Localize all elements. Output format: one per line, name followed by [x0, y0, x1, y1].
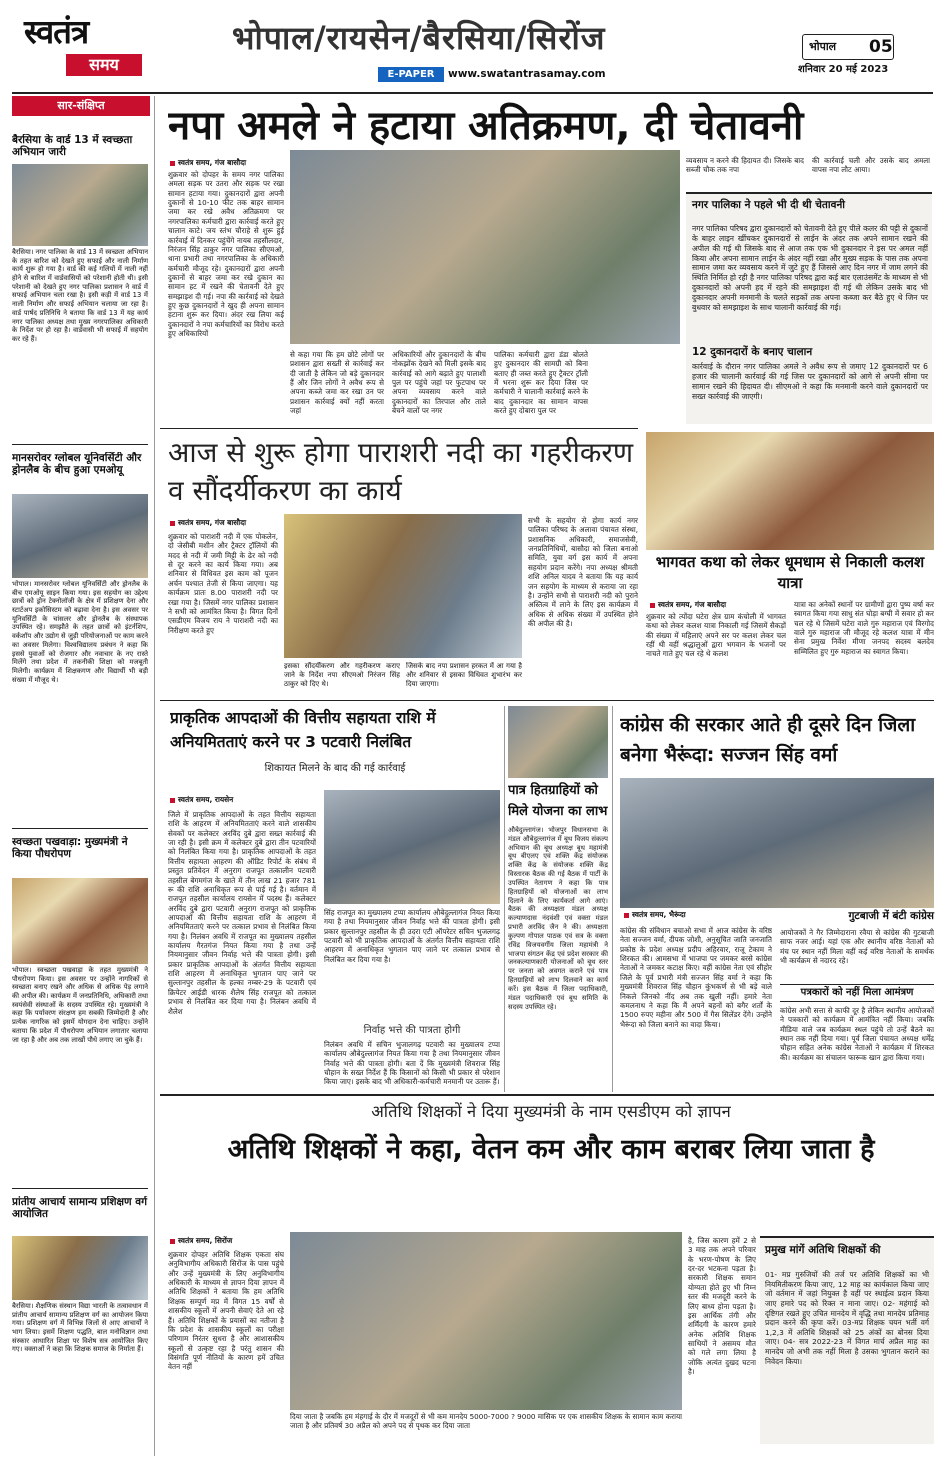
sidebar-headline-4: प्रांतीय आचार्य सामान्य प्रशिक्षण वर्ग आयोजित: [12, 1196, 148, 1221]
edition-cities: भोपाल/रायसेन/बैरसिया/सिरोंज: [232, 19, 606, 57]
story6-photo: [620, 778, 934, 908]
story6-headline: कांग्रेस की सरकार आते ही दूसरे दिन जिला बनेगा भैरूंदा: सज्जन सिंह वर्मा: [620, 714, 916, 766]
sidebar-rule-1: [12, 444, 148, 445]
lead-box-head: नगर पालिका ने पहले भी दी थी चेतावनी: [692, 199, 845, 211]
story6-col-1: कांग्रेस की संविधान बचाओ सभा में आज कांग्रेस के वरिष्ठ नेता सज्जन वर्मा, दीपक जोशी, अनुसूचित जाति जनजाति प्रकोष्ठ के प्रदेश अध्यक्ष प्रदीप अहिरवार, राजू टेकाम ने शिरकत की। आमसभा में भाजपा पर जमकर बरसे कांग्रेस नेताओं ने जमकर कटाक्ष किए। वहीं कांग्रेस नेता एवं सीहोर जिले के पूर्व प्रभारी मंत्री सज्जन सिंह वर्मा ने कहा कि मुख्यमंत्री शिवराज सिंह चौहान कुंभकर्ण से भी बड़े वाले निकले जिनको नींद अब तक खुली नहीं। हमारे नेता कमलनाथ ने कहा कि मैं अपने बहनों को बगैर शर्तों के 1500 रुपए महीना और 500 में गैस सिलेंडर देंगे। उन्होंने भैरूंदा को जिला बनाने का वादा किया।: [620, 926, 772, 1029]
mid-rule: [160, 700, 934, 701]
story4-portrait: [324, 790, 500, 904]
logo-bottom: समय: [66, 54, 142, 76]
story3-col-1: शुक्रवार को त्योंदा घटेरा क्षेत्र ग्राम कंचोली में भागवत कथा को लेकर कलश यात्रा निकाली गई जिसमें सैकड़ों की संख्या में महिलाएं अपने सर पर कलश लेकर चल रहीं थी वहीं श्रद्धालुओं द्वारा भगवान के भजनों पर नाचते गाते हुए चल रहे थे कलश: [646, 612, 786, 659]
story5-headline: पात्र हितग्राहियों को मिले योजना का लाभ: [508, 783, 608, 819]
lead-byline: स्वतंत्र समय, गंज बासौदा: [170, 158, 290, 167]
logo: [24, 14, 154, 76]
story2-col-1: शुक्रवार को पाराशरी नदी में एक पोकलेन, दो जेसीबी मशीन और ट्रैक्टर ट्रॉलियों की मदद से नदी में जमी मिट्टी के ढेर को नदी से दूर करने का कार्य किया गया। अब शनिवार से विधिवत इस काम को पूजन अर्चन पश्चात तेजी से किया जाएगा। यह कार्यक्रम प्रातः 8.00 पाराशरी नदी पर रखा गया है। जिसमें नगर पालिका प्रशासन ने सभी को आमंत्रित किया है। विगत दिनों एसडीएम विजय राय ने पाराशरी नदी का निरीक्षण करते हुए: [168, 532, 278, 635]
story7-col-2: है, जिस कारण हमें 2 से 3 माह तक अपने परिवार के भरण-पोषण के लिए दर-दर भटकना पड़ता है। सरकारी शिक्षक समान योग्यता होते हुए भी निम्न स्तर की मजदूरी करने के लिए बाध्य होना पड़ता है। इस आर्थिक तंगी और शर्मिंदगी के कारण हमारे अनेक अतिथि शिक्षक साथियों ने असमय मौत को गले लगा लिया है जोकि अत्यंत दुखद घटना है।: [688, 1236, 756, 1377]
story5-divider: [612, 706, 613, 1092]
story3-photo: [646, 432, 934, 550]
sidebar: [12, 96, 150, 1456]
story6-photo-label: गुटबाजी में बंटी कांग्रेस: [848, 910, 934, 922]
story3-byline: स्वतंत्र समय, गंज बासौदा: [650, 600, 770, 609]
story2-caption-2: जिसके बाद नपा प्रशासन हरकत में आ गया है और शनिवार से इसका विधिवत शुभारंभ कर दिया जाएगा।: [406, 662, 522, 688]
story6-col-3: कांग्रेस अभी सत्ता से काफी दूर है लेकिन स्थानीय आयोजकों ने पत्रकारों को कार्यक्रम में आमंत्रित नहीं किया। जबकि मीडिया वाले जब कार्यक्रम स्थल पहुंचे तो उन्हें बैठने का स्थान तक नहीं दिया गया। पूर्व जिला पंचायत अध्यक्ष धर्मेंद्र चौहान सहित अनेक कांग्रेस नेताओं ने कार्यक्रम में शिरकत की। कार्यक्रम का संचालन फारूक खान द्वारा किया गया।: [780, 1006, 934, 1062]
lead-col-4: पालिका कर्मचारी द्वारा डंडा बोलते हुए दुकानदार की सामग्री को बिना बताए ही जब्त करते हुए ट्रैक्टर ट्रॉली में भरना शुरू कर दिया जिस पर कर्मचारी ने चालानी कार्रवाई करने के बाद दुकानदार का सामान वापस करते हुए दोबारा पुल पर: [494, 350, 588, 416]
sidebar-rule-3: [12, 1188, 148, 1189]
lower-rule: [160, 1094, 934, 1096]
story7-caption: दिया जाता है जबकि हम मंहगाई के दौर में मजदूरों से भी कम मानदेय 5000-7000 ? 9000 मासिक पर एक शासकीय शिक्षक के सामान काम कराया जाता है और प्रतिवर्ष 30 अप्रैल को अपने पद से पृथक कर दिया जाता: [290, 1412, 682, 1431]
story6-box-head: पत्रकारों को नहीं मिला आमंत्रण: [780, 984, 934, 1002]
page-number: 05: [869, 37, 893, 57]
sidebar-text-3: भोपाल। स्वच्छता पखवाड़ा के तहत मुख्यमंत्री ने पौधरोपण किया। इस अवसर पर उन्होंने नागरिकों से स्वच्छता बनाए रखने और अधिक से अधिक पेड़ लगाने की अपील की। कार्यक्रम में जनप्रतिनिधि, अधिकारी तथा स्वयंसेवी संस्थाओं के सदस्य उपस्थित रहे। मुख्यमंत्री ने कहा कि पर्यावरण संरक्षण हम सबकी जिम्मेदारी है और प्रत्येक नागरिक को इसमें योगदान देना चाहिए। उन्होंने बताया कि प्रदेश में पौधरोपण अभियान लगातार चलाया जा रहा है और अब तक लाखों पौधे लगाए जा चुके हैं।: [12, 966, 148, 1044]
lead-headline: नपा अमले ने हटाया अतिक्रमण, दी चेतावनी: [168, 103, 804, 149]
story7-headline: अतिथि शिक्षकों ने कहा, वेतन कम और काम बराबर लिया जाता है: [227, 1134, 875, 1165]
story5-text: औबेदुल्लागंज। भोजपुर विधानसभा के मंडल औबेदुल्लागंज में बूथ विजय संकल्प अभियान की बूथ अध्यक्ष बूथ महामंत्री बूथ बीएलए एवं शक्ति केंद्र संयोजक शक्ति केंद्र के संयोजक शक्ति केंद्र विस्तारक बैठक की गई बैठक में पार्टी के उपस्थित नेतागण ने कहा कि पात्र हितग्राहियों को योजनाओं का लाभ दिलाने के लिए कार्यकर्ता आगे आएं। बैठक की अध्यक्षता मंडल अध्यक्ष कल्याणदास नंदवंशी एवं वक्ता मंडल प्रभारी अरविंद जैन ने की। अध्यक्षता कुल्पण गोपाल पाठक एवं सत्र के वक्ता रविंद्र विजयवर्गीय जिला महामंत्री ने भाजपा संगठन केंद्र एवं प्रदेश सरकार की जनकल्याणकारी योजनाओं को बूथ स्तर पर जनता को अवगत कराने एवं पात्र हितग्राहियों को लाभ दिलवाने का कार्य करें। इस बैठक में जिला पदाधिकारी, मंडल पदाधिकारी एवं बूथ समिति के सदस्य उपस्थित रहे।: [508, 826, 608, 1011]
story7-box-head: प्रमुख मांगें अतिथि शिक्षकों की: [765, 1244, 881, 1256]
story6-col-2: आयोजकों ने गैर जिम्मेदाराना रवैया से कांग्रेस की गुटबाजी साफ नजर आई। यहां एक और स्थानीय वरिष्ठ नेताओं को मंच पर स्थान नहीं मिला वहीं कई वरिष्ठ नेताओं के समर्थक भी कार्यक्रम से नदारद रहे।: [780, 928, 934, 966]
story4-byline: स्वतंत्र समय, रायसेन: [170, 795, 290, 804]
story4-divider: [504, 706, 505, 1092]
story3-headline: भागवत कथा को लेकर धूमधाम से निकाली कलश यात्रा: [655, 553, 925, 592]
edition-name: भोपाल: [809, 40, 837, 53]
story7-kicker: अतिथि शिक्षकों ने दिया मुख्यमंत्री के नाम एसडीएम को ज्ञापन: [371, 1102, 731, 1121]
lead-col-6: की कार्रवाई चली और उसके बाद अमला वापस नपा लौट आया।: [812, 156, 930, 175]
story2-headline: आज से शुरू होगा पाराशरी नदी का गहरीकरण व सौंदर्यीकरण का कार्य: [168, 436, 634, 507]
lead-photo: [290, 150, 680, 344]
logo-top: स्वतंत्र: [24, 12, 89, 51]
sidebar-text-2: भोपाल। मानसरोवर ग्लोबल यूनिवर्सिटी और ड्रोनलैब के बीच एमओयू साइन किया गया। इस सहयोग का उद्देश्य छात्रों को ड्रोन टेक्नोलॉजी के क्षेत्र में प्रशिक्षण देना और स्टार्टअप इकोसिस्टम को बढ़ावा देना है। इस अवसर पर यूनिवर्सिटी के चांसलर और ड्रोनलैब के संस्थापक उपस्थित रहे। समझौते के तहत छात्रों को इंटर्नशिप, वर्कशॉप और उद्योग से जुड़ी परियोजनाओं पर काम करने का अवसर मिलेगा। विश्वविद्यालय प्रबंधन ने कहा कि इससे युवाओं को रोजगार और नवाचार के नए रास्ते मिलेंगे तथा प्रदेश में तकनीकी शिक्षा को मजबूती मिलेगी। कार्यक्रम में शिक्षकगण और विद्यार्थी भी बड़ी संख्या में मौजूद थे।: [12, 580, 148, 684]
story2-caption-1: इसका सौंदर्यीकरण और गहरीकरण कराए जाने के निर्देश नपा सीएमओ निरंजन सिंह ठाकुर को दिए थे।: [284, 662, 400, 688]
epaper-label: E-PAPER: [378, 67, 444, 82]
sidebar-headline-2: मानसरोवर ग्लोबल यूनिवर्सिटी और ड्रोनलैब के बीच हुआ एमओयू: [12, 452, 142, 477]
story2-byline: स्वतंत्र समय, गंज बासौदा: [170, 518, 290, 527]
story7-col-1: शुक्रवार दोपहर अतिथि शिक्षक एकता संघ अनुविभागीय अधिकारी सिरोंज के पास पहुंचे और उन्हें मुख्यमंत्री के लिए अनुविभागीय अधिकारी के माध्यम से ज्ञापन दिया ज्ञापन में अतिथि शिक्षकों ने बताया कि हम अतिथि शिक्षक सम्पूर्ण मप्र में विगत 15 वर्षों से शासकीय स्कूलों में अपनी सेवाएं देते आ रहे हैं। अतिथि शिक्षकों के प्रयासों का नतीजा है कि प्रदेश के शासकीय स्कूलों का परीक्षा परिणाम निरंतर सुधरा है और आशासकीय स्कूलों से उत्कृष्ट रहा है परंतु शासन की विसंगति पूर्ण नीतियों के कारण हमें उचित वेतन नहीं: [168, 1250, 284, 1372]
masthead-rule: [12, 92, 933, 94]
sidebar-title: सार-संक्षिप्त: [12, 96, 150, 116]
story2-col-3: सभी के सहयोग से होगा कार्य नगर पालिका परिषद के अलावा पंचायत संस्था, प्रशासनिक अधिकारी, समाजसेवी, जनप्रतिनिधियों, बासौदा को जिला बनाओ समिति, युवा वर्ग इस कार्य में अपना सहयोग प्रदान करेंगे। नपा अध्यक्ष श्रीमती शशि अनिल यादव ने बताया कि यह कार्य जन सहयोग के माध्यम से कराया जा रहा है। उन्होंने सभी से पाराशरी नदी को पुराने अस्तित्व में लाने के लिए इस कार्यक्रम में अधिक से अधिक संख्या में उपस्थित होने की अपील की है।: [528, 516, 638, 628]
sidebar-text-4: बैरसिया। शैक्षणिक संस्थान विद्या भारती के तत्वावधान में प्रांतीय आचार्य सामान्य प्रशिक्षण वर्ग का आयोजन किया गया। प्रशिक्षण वर्ग में विभिन्न जिलों से आए आचार्यों ने भाग लिया। इसमें शिक्षण पद्धति, बाल मनोविज्ञान तथा संस्कार आधारित शिक्षा पर विशेष सत्र आयोजित किए गए। वक्ताओं ने कहा कि शिक्षक समाज के निर्माता हैं।: [12, 1302, 148, 1354]
story5-photo: [508, 706, 608, 778]
sidebar-text-1: बैरसिया। नगर पालिका के वार्ड 13 में स्वच्छता अभियान के तहत बारिश को देखते हुए सफाई और नाली निर्माण कार्य शुरू हो गया है। वार्ड की कई गलियों में नाली नहीं होने से बारिश में वार्डवासियों को परेशानी होती थी। इसी परेशानी को देखते हुए नगर पालिका प्रशासन ने वार्ड में सफाई अभियान चला रखा है। इसी कड़ी में वार्ड 13 में नाली निर्माण और सफाई अभियान चलाया जा रहा है। वार्ड पार्षद प्रतिनिधि ने बताया कि वार्ड 13 में यह कार्य नगर पालिका अध्यक्ष तथा मुख्य नगरपालिका अधिकारी के निर्देश पर हो रहा है। वार्डवासी भी सफाई में सहयोग कर रहे हैं।: [12, 248, 148, 343]
lead-box-text: नगर पालिका परिषद द्वारा दुकानदारों को चेतावनी देते हुए पीले कलर की पट्टी से दुकानों के बाहर लाइन खींचकर दुकानदारों से लाईन के अंदर तक अपने सामान रखने की अपील की गई थी जिसके बाद से आज तक एक भी दुकानदार ने इस पर अमल नहीं किया और अपना सामान लाईन के अंदर नहीं रखा और मुख्य सड़क के पास तक अपना सामान जमा कर व्यवसाय करने में जुटे हुए हैं जिससे आए दिन नगर में जाम लगने की स्थिति निर्मित हो रही है नगर पालिका परिषद द्वारा कई बार एलाउंसमेंट के माध्यम से भी दुकानदारों को अपनी हद में रहने की समझाइश दी गई थी लेकिन उसके बाद भी दुकानदार अपनी मनमानी के चलते सड़कों तक अपना कब्जा कर बैठे हुए थे जिन पर बुधवार को समझाइश के साथ चालानी कार्रवाई की गई।: [692, 224, 928, 312]
sidebar-headline-1: बैरसिया के वार्ड 13 में स्वच्छता अभियान जारी: [12, 134, 133, 159]
story7-box-text: 01- मप्र गुरुजियों की तर्ज पर अतिथि शिक्षकों का भी नियमितीकरण किया जाए, 12 माह का कार्यकाल किया जाए जो वर्तमान में जहां नियुक्त है वहीं पर स्थाईत्व प्रदान किया जाए हमारे पद को रिक्त न माना जाए। 02- महंगाई को दृष्टिगत रखते हुए उचित मानदेय में वृद्धि तथा मानदेय प्रतिमाह प्रदान करने की कृपा करें। 03-मप्र शिक्षक चयन भर्ती वर्ग 1,2,3 में अतिथि शिक्षकों को 25 अंकों का बोनस दिया जाए। 04- सत्र 2022-23 में विगत मार्च अप्रैल माह का मानदेय जो अभी तक नहीं मिला है उसका भुगतान कराने का निवेदन किया।: [765, 1270, 929, 1366]
story2-photo: [284, 514, 522, 658]
story4-headline: प्राकृतिक आपदाओं की वित्तीय सहायता राशि में अनियमितताएं करने पर 3 पटवारी निलंबित: [170, 709, 436, 751]
story4-col-2: सिंह राजपूत का मुख्यालय टप्पा कार्यालय औबेदुल्लागंज नियत किया गया है तथा नियमानुसार जीवन निर्वाह भत्ते की पात्रता होगी। इसी प्रकार सुल्तानपुर तहसील के ही उदरा एटी ऑपरेटर सचिन भुजलगढ़ पटवारी को भी प्राकृतिक आपदाओं के अंतर्गत वित्तीय सहायता राशि आहरण में अनाधिकृत भुगतान पाए जाने पर तत्काल प्रभाव से निलंबित कर दिया गया है।: [324, 908, 500, 964]
lead-col-3: अधिकारियों और दुकानदारों के बीच नोकझोंक देखने को मिली इसके बाद कार्रवाई को आगे बढ़ाते हुए पालाशी पुल पर पहुंचे जहां पर फुटपाथ पर अपना व्यवसाय करने वाले दुकानदारों का तिरपाल और ताले बेचने वालों पर नगर: [392, 350, 486, 416]
lead-sidebox: [686, 192, 932, 424]
issue-date: शनिवार 20 मई 2023: [798, 64, 889, 75]
website-link[interactable]: www.swatantrasamay.com: [448, 68, 606, 80]
sidebar-rule-2: [12, 828, 148, 829]
masthead: [0, 0, 945, 92]
story3-col-2: यात्रा का अनेकों स्थानों पर ग्रामीणों द्वारा पुष्प वर्षा कर स्वागत किया गया साधु संत घोड़ा बग्घी में सवार हो कर चल रहे थे जिसमें घटेरा वाले गुरु महाराज एवं विरगोद वाले गुरु महाराज जी मौजूद रहे कलश यात्रा में मीन सेना प्रमुख निर्वेश मीणा जनपद सदस्य बलदेव सम्मिलित हुए गुरु महाराज का स्वागत किया।: [794, 600, 934, 656]
sidebar-divider: [154, 96, 155, 1456]
story4-pullquote: निर्वाह भत्ते की पात्रता होगी: [363, 1025, 461, 1036]
lead-box2-head: 12 दुकानदारों के बनाए चालान: [692, 346, 813, 358]
story7-demands-box: [760, 1236, 934, 1444]
sidebar-photo-2: [12, 494, 148, 578]
sidebar-photo-1: [12, 164, 148, 246]
lead-col-1: शुक्रवार को दोपहर के समय नगर पालिका अमला सड़क पर उतरा और सड़क पर रखा सामान हटाया गया। दुकानदारों द्वारा अपनी दुकानों से 10-10 फीट तक बाहर सामान जमा कर रखे अवैध अतिक्रमण पर नगरपालिका कर्मचारी द्वारा कार्रवाई करते हुए चालान काटे। जय स्तंभ चौराहे से शुरू हुई कार्रवाई में दिनकर पहुंचेंगे नायब तहसीलदार, निरंजन सिंह ठाकुर नगर पालिका सीएमओ, थाना प्रभारी तथा नगरपालिका के अधिकारी कर्मचारी मौजूद रहे। दुकानदारों द्वारा अपनी दुकानों से बाहर जमा कर रखे दुकान का सामान हट में रखने की चेतावनी देते हुए समझाइश दी गई। नपा की कार्रवाई को देखते हुए कुछ दुकानदारों ने खुद ही अपना सामान हटाना शुरू कर दिया। अंदर रख लिया कई दुकानदारों ने नपा कर्मचारियों का विरोध करते हुए अधिकारियों: [168, 170, 284, 339]
sidebar-photo-3: [12, 878, 148, 964]
sidebar-photo-4: [12, 1236, 148, 1300]
story7-byline: स्वतंत्र समय, सिरोंज: [170, 1236, 290, 1245]
story6-byline: स्वतंत्र समय, भैरूंदा: [624, 910, 734, 919]
story4-col-2b: निलंबन अवधि में सचिन भुजालगढ़ पटवारी का मुख्यालय टप्पा कार्यालय औबेदुल्लागंज नियत किया गया है तथा नियमानुसार जीवन निर्वाह भत्ते की पात्रता होगी। बता दें कि मुख्यमंत्री शिवराज सिंह चौहान के सख्त निर्देश हैं कि किसानों को किसी भी प्रकार से परेशान किया जाए। इसके बाद भी अधिकारी-कर्मचारी मनमानी पर उतारू हैं।: [324, 1040, 500, 1087]
story7-photo: [290, 1232, 682, 1410]
lead-col-5: व्यवसाय न करने की हिदायत दी। जिसके बाद सब्जी चौक तक नपा: [686, 156, 804, 175]
lead-box2-text: कार्रवाई के दौरान नगर पालिका अमले ने अवैध रूप से जमाए 12 दुकानदारों पर 6 हजार की चालानी कार्रवाई की गई जिस पर दुकानदारों को आगे से अपनी सीमा पर सामान रखने की हिदायत दी। सीएमओ ने कहा कि मनमानी करने वाले दुकानदारों पर सख्त कार्रवाई की जाएगी।: [692, 362, 928, 401]
story4-subhead: शिकायत मिलने के बाद की गई कार्रवाई: [264, 763, 406, 774]
lead-col-2: से कहा गया कि हम छोटे लोगों पर प्रशासन द्वारा सख्ती से कार्रवाई कर दी जाती है लेकिन जो बड़े दुकानदार हैं और जिन लोगों ने अवैध रूप से अपना कब्जे जमा कर रखा उन पर प्रशासन कार्रवाई क्यों नहीं करता जहां: [290, 350, 384, 416]
sidebar-headline-3: स्वच्छता पखवाड़ा: मुख्यमंत्री ने किया पौधरोपण: [12, 836, 128, 861]
edition-badge: [802, 34, 894, 60]
lead-rule: [160, 428, 638, 429]
story4-col-1: जिले में प्राकृतिक आपदाओं के तहत वित्तीय सहायता राशि के आहरण में अनियमितताएं करने वाले शासकीय सेवकों पर कलेक्टर अरविंद दुबे द्वारा सख्त कार्रवाई की जा रही है। इसी क्रम में कलेक्टर दुबे द्वारा तीन पटवारियों को निलंबित किया गया है। प्राकृतिक आपदाओं के तहत वित्तीय सहायता आहरण की ऑडिट रिपोर्ट के संबंध में प्रस्तुत प्रतिवेदन में अनुराग राजपूत तत्कालीन पटवारी तहसील बेगमगंज के खाते में तीन लाख 21 हजार 781 रू की राशि अनाधिकृत रूप से पाई गई है। वर्तमान में राजपूत तहसील कार्यालय रायसेन में पदस्थ हैं। कलेक्टर अरविंद दुबे द्वारा पटवारी अनुराग राजपूत को प्राकृतिक आपदाओं की वित्तीय सहायता राशि के आहरण में अनियमितताएं करने पर तत्काल प्रभाव से निलंबित किया गया है। निलंबन अवधि में राजपूत का मुख्यालय तहसील कार्यालय गैरतगंज नियत किया गया है तथा उन्हें नियमानुसार जीवन निर्वाह भत्ते की पात्रता होगी। इसी प्रकार प्राकृतिक आपदाओं के अंतर्गत वित्तीय सहायता राशि आहरण में अनाधिकृत भुगतान पाए जाने पर सुल्तानपुर तहसील के हल्का नम्बर-29 के पटवारी एवं क्रियेटर आईडी धारक शैलेष सिंह राजपूत को तत्काल प्रभाव से निलंबित कर दिया गया है। निलंबन अवधि में शैलेश: [168, 810, 316, 1016]
